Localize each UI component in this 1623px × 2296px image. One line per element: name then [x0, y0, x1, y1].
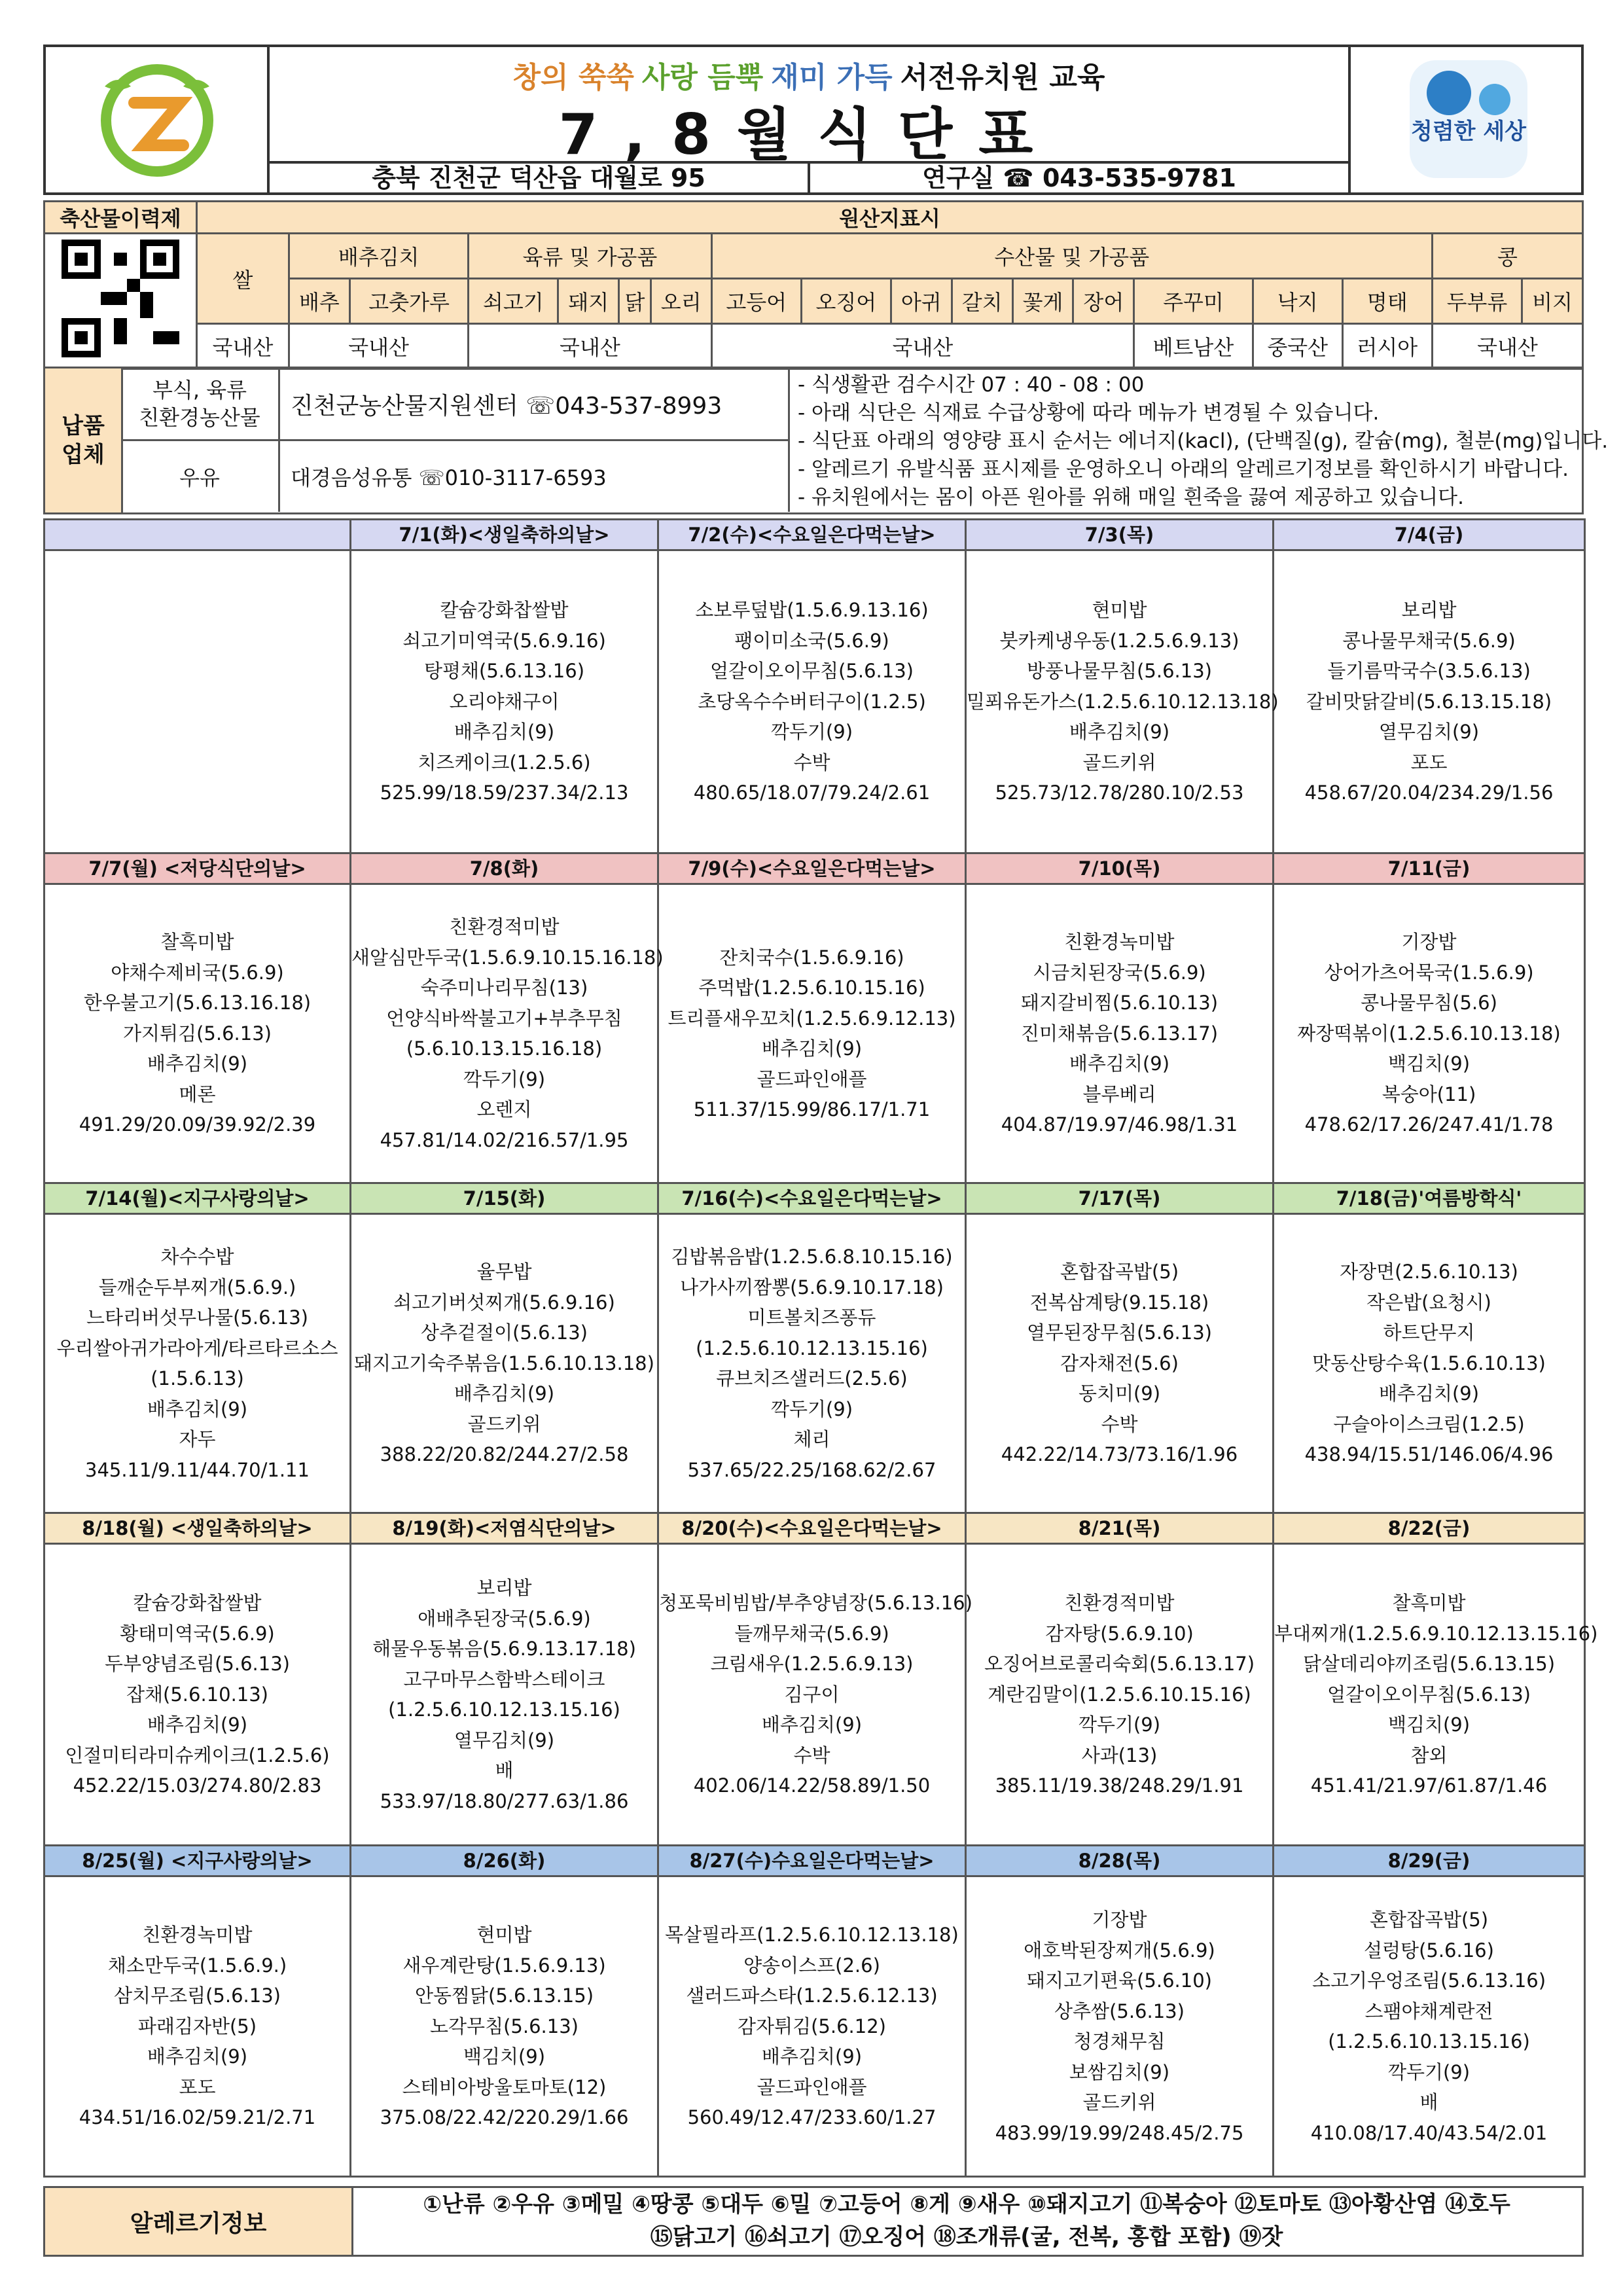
day-header: 7/15(화)	[351, 1183, 658, 1214]
nutrition-info: 402.06/14.22/58.89/1.50	[693, 1774, 931, 1797]
day-header: 8/22(금)	[1274, 1513, 1585, 1544]
day-header: 7/1(화)<생일축하의날>	[351, 520, 658, 550]
allergy-label: 알레르기정보	[45, 2188, 353, 2255]
menu-item: 청경채무침	[1073, 2030, 1166, 2053]
menu-item: 백김치(9)	[1387, 1052, 1471, 1075]
menu-item: 칼슘강화찹쌀밥	[133, 1592, 262, 1615]
nutrition-info: 410.08/17.40/43.54/2.01	[1310, 2121, 1548, 2144]
supplier-category: 부식, 육류 친환경농산물	[121, 368, 279, 440]
nutrition-info: 491.29/20.09/39.92/2.39	[79, 1113, 316, 1136]
day-menu	[658, 1876, 966, 2177]
header	[43, 45, 1584, 195]
menu-item: 계란김말이(1.2.5.6.10.15.16)	[988, 1683, 1251, 1706]
day-menu	[966, 884, 1274, 1183]
menu-item: 안동찜닭(5.6.13.15)	[414, 1984, 594, 2007]
origin-seafood-label: 수산물 및 가공품	[711, 234, 1432, 279]
phone: 연구실 ☎ 043-535-9781	[922, 164, 1236, 192]
nutrition-info: 442.22/14.73/73.16/1.96	[1001, 1443, 1238, 1466]
menu-item: 우리쌀아귀가라아게/타르타르소스	[56, 1336, 338, 1359]
menu-item: 잔치국수(1.5.6.9.16)	[719, 946, 904, 969]
menu-item: 김밥볶음밥(1.2.5.6.8.10.15.16)	[671, 1246, 953, 1268]
day-header	[45, 520, 351, 550]
menu-item: 트리플새우꼬치(1.2.5.6.9.12.13)	[668, 1007, 956, 1030]
origin-value: 국내산	[289, 324, 469, 369]
qr-code-icon	[62, 240, 179, 357]
menu-item: (1.2.5.6.10.13.15.16)	[1328, 2030, 1530, 2053]
day-header: 7/16(수)<수요일은다먹는날>	[658, 1183, 966, 1214]
origin-value: 국내산	[197, 324, 289, 369]
menu-item: 배추김치(9)	[454, 1382, 555, 1405]
menu-item: 스테비아방울토마토(12)	[402, 2075, 607, 2098]
nutrition-info: 533.97/18.80/277.63/1.86	[380, 1789, 629, 1812]
menu-item: 자장면(2.5.6.10.13)	[1340, 1261, 1518, 1283]
day-menu	[351, 1876, 658, 2177]
nutrition-info: 480.65/18.07/79.24/2.61	[693, 781, 931, 804]
origin-item: 고춧가루	[349, 279, 468, 324]
day-header: 8/27(수)수요일은다먹는날>	[658, 1846, 966, 1876]
day-header: 7/8(화)	[351, 853, 658, 884]
supplier-table	[121, 368, 790, 512]
day-header: 8/26(화)	[351, 1846, 658, 1876]
menu-item: (5.6.10.13.15.16.18)	[406, 1037, 603, 1060]
menu-item: 수박	[1101, 1412, 1138, 1435]
day-menu	[966, 1876, 1274, 2177]
origin-value: 중국산	[1253, 324, 1342, 369]
menu-item: 소보루덮밥(1.5.6.9.13.16)	[695, 599, 929, 622]
menu-item: 팽이미소국(5.6.9)	[734, 629, 889, 652]
menu-item: 깍두기(9)	[463, 1067, 546, 1090]
menu-item: 쇠고기미역국(5.6.9.16)	[402, 629, 606, 652]
menu-item: 골드키위	[1082, 751, 1156, 774]
menu-item: 작은밥(요청시)	[1366, 1291, 1491, 1314]
menu-item: 탕평채(5.6.13.16)	[423, 660, 585, 683]
menu-item: 크림새우(1.2.5.6.9.13)	[710, 1653, 914, 1676]
menu-item: 친환경녹미밥	[142, 1924, 253, 1946]
menu-item: 황태미역국(5.6.9)	[120, 1622, 275, 1645]
day-header: 8/28(목)	[966, 1846, 1274, 1876]
menu-item: 상추겉절이(5.6.13)	[421, 1321, 588, 1344]
menu-item: 하트단무지	[1383, 1321, 1475, 1344]
menu-item: 상추쌈(5.6.13)	[1054, 2000, 1185, 2022]
menu-item: 김구이	[784, 1683, 840, 1706]
menu-item: 찰흑미밥	[160, 931, 234, 954]
menu-item: (1.2.5.6.10.12.13.15.16)	[696, 1336, 928, 1359]
menu-item: 붓카케냉우동(1.2.5.6.9.13)	[999, 629, 1240, 652]
day-header: 8/18(월) <생일축하의날>	[45, 1513, 351, 1544]
day-menu	[966, 1214, 1274, 1513]
menu-item: 돼지고기숙주볶음(1.5.6.10.13.18)	[354, 1352, 654, 1374]
menu-item: 배	[495, 1759, 514, 1782]
menu-item: (1.2.5.6.10.12.13.15.16)	[388, 1698, 620, 1721]
menu-item: 애호박된장찌개(5.6.9)	[1024, 1939, 1215, 1962]
origin-item: 쇠고기	[469, 279, 558, 324]
menu-item: 오리야채구이	[449, 690, 560, 713]
day-header: 8/19(화)<저염식단의날>	[351, 1513, 658, 1544]
menu-item: 사과(13)	[1081, 1744, 1158, 1767]
menu-item: 구슬아이스크림(1.2.5)	[1333, 1412, 1525, 1435]
menu-item: 참외	[1410, 1744, 1448, 1767]
origin-item: 주꾸미	[1134, 279, 1253, 324]
allergy-line: ⑮닭고기 ⑯쇠고기 ⑰오징어 ⑱조개류(굴, 전복, 홍합 포함) ⑲잣	[650, 2224, 1283, 2250]
day-header: 7/14(월)<지구사랑의날>	[45, 1183, 351, 1214]
day-menu	[1274, 1214, 1585, 1513]
menu-item: 배추김치(9)	[1069, 721, 1170, 744]
day-menu	[658, 550, 966, 853]
day-header: 7/9(수)<수요일은다먹는날>	[658, 853, 966, 884]
menu-item: 차수수밥	[160, 1246, 234, 1268]
kindergarten-logo	[46, 47, 270, 192]
menu-item: 언양식바싹불고기+부추무침	[386, 1007, 622, 1030]
menu-item: 깍두기(9)	[1078, 1713, 1161, 1736]
nutrition-info: 525.99/18.59/237.34/2.13	[380, 781, 629, 804]
menu-item: 새우계란탕(1.5.6.9.13)	[402, 1954, 606, 1977]
nutrition-info: 385.11/19.38/248.29/1.91	[995, 1774, 1244, 1797]
menu-item: 보쌈김치(9)	[1069, 2060, 1170, 2083]
nutrition-info: 458.67/20.04/234.29/1.56	[1304, 781, 1554, 804]
day-menu	[1274, 550, 1585, 853]
allergy-section	[43, 2186, 1584, 2257]
day-menu	[351, 1544, 658, 1846]
note-line: - 식생활관 검수시간 07 : 40 - 08 : 00	[798, 373, 1145, 397]
day-menu	[45, 1544, 351, 1846]
menu-item: (1.5.6.13)	[151, 1367, 244, 1390]
menu-item: 배추김치(9)	[1069, 1052, 1170, 1075]
origin-table	[43, 200, 1584, 370]
menu-item: 돼지고기편육(5.6.10)	[1027, 1969, 1212, 1992]
menu-item: 친환경적미밥	[449, 916, 560, 938]
supplier-label-text: 납품 업체	[62, 413, 105, 468]
allergy-line: ①난류 ②우유 ③메밀 ④땅콩 ⑤대두 ⑥밀 ⑦고등어 ⑧게 ⑨새우 ⑩돼지고기 ⑪복숭아 ⑫토마토 ⑬아황산염 ⑭호두	[423, 2191, 1510, 2217]
menu-item: 골드키위	[467, 1412, 541, 1435]
menu-item: 백김치(9)	[1387, 1713, 1471, 1736]
menu-item: 방풍나물무침(5.6.13)	[1027, 660, 1212, 683]
day-header: 7/18(금)'여름방학식'	[1274, 1183, 1585, 1214]
origin-rice-label: 쌀	[197, 234, 289, 324]
menu-item: 돼지갈비찜(5.6.10.13)	[1020, 992, 1219, 1014]
menu-item: 동치미(9)	[1078, 1382, 1161, 1405]
menu-item: 야채수제비국(5.6.9)	[111, 961, 284, 984]
slogan-part: 사랑 듬뿍	[641, 61, 764, 94]
supplier-category: 우유	[121, 440, 279, 512]
menu-item: 백김치(9)	[463, 2045, 546, 2068]
day-menu	[45, 1876, 351, 2177]
menu-item: 닭살데리야끼조림(5.6.13.15)	[1302, 1653, 1556, 1676]
origin-meat-label: 육류 및 가공품	[469, 234, 711, 279]
menu-item: 보리밥	[476, 1577, 532, 1599]
allergy-info	[351, 2188, 1582, 2255]
menu-item: 현미밥	[1092, 599, 1147, 622]
origin-item: 배추	[289, 279, 350, 324]
menu-item: 배추김치(9)	[761, 1037, 863, 1060]
clean-world-logo-text: 청렴한 세상	[1410, 118, 1527, 145]
day-header: 7/11(금)	[1274, 853, 1585, 884]
menu-item: 친환경적미밥	[1064, 1592, 1175, 1615]
nutrition-info: 511.37/15.99/86.17/1.71	[693, 1098, 931, 1121]
menu-item: 샐러드파스타(1.2.5.6.12.13)	[686, 1984, 938, 2007]
nutrition-info: 537.65/22.25/168.62/2.67	[687, 1458, 936, 1481]
menu-item: 시금치된장국(5.6.9)	[1033, 961, 1206, 984]
day-header: 7/3(목)	[966, 520, 1274, 550]
day-header: 7/10(목)	[966, 853, 1274, 884]
menu-item: 청포묵비빔밥/부추양념장(5.6.13.16)	[659, 1592, 972, 1615]
leaf-logo-icon	[46, 47, 267, 192]
day-menu	[351, 1214, 658, 1513]
origin-value: 러시아	[1342, 324, 1432, 369]
day-menu	[1274, 1876, 1585, 2177]
menu-item: 블루베리	[1082, 1083, 1156, 1105]
slogan-part: 재미 가득	[771, 61, 893, 94]
slogan-part: 서전유치원 교육	[900, 61, 1105, 94]
nutrition-info: 345.11/9.11/44.70/1.11	[85, 1458, 310, 1481]
menu-item: 상어가츠어묵국(1.5.6.9)	[1324, 961, 1534, 984]
menu-item: 열무된장무침(5.6.13)	[1027, 1321, 1212, 1344]
origin-item: 돼지	[558, 279, 619, 324]
menu-item: 설렁탕(5.6.16)	[1364, 1939, 1494, 1962]
trace-label: 축산물이력제	[45, 202, 197, 234]
menu-item: 가지튀김(5.6.13)	[123, 1022, 272, 1045]
menu-item: 미트볼치즈퐁듀	[747, 1306, 876, 1329]
menu-item: 수박	[793, 1744, 830, 1767]
address: 충북 진천군 덕산읍 대월로 95	[270, 164, 810, 192]
supplier-vendor: 대경음성유통 ☏010-3117-6593	[279, 440, 789, 512]
origin-item: 아귀	[891, 279, 952, 324]
menu-item: 숙주미나리무침(13)	[420, 977, 588, 999]
menu-item: 해물우동볶음(5.6.9.13.17.18)	[372, 1638, 636, 1660]
menu-item: 배추김치(9)	[147, 1713, 248, 1736]
note-line: - 식단표 아래의 영양량 표시 순서는 에너지(kacl), (단백질(g), 칼슘(mg), 철분(mg)입니다.	[798, 429, 1609, 453]
menu-item: 노각무침(5.6.13)	[430, 2015, 579, 2037]
note-line: - 유치원에서는 몸이 아픈 원아를 위해 매일 흰죽을 끓여 제공하고 있습니다.	[798, 486, 1464, 509]
menu-item: 부대찌개(1.2.5.6.9.10.12.13.15.16)	[1274, 1622, 1598, 1645]
menu-item: 주먹밥(1.2.5.6.10.15.16)	[698, 977, 925, 999]
menu-item: 나가사끼짬뽕(5.6.9.10.17.18)	[680, 1276, 944, 1299]
nutrition-info: 404.87/19.97/46.98/1.31	[1001, 1113, 1238, 1136]
note-line: - 아래 식단은 식재료 수급상황에 따라 메뉴가 변경될 수 있습니다.	[798, 401, 1380, 425]
menu-table	[43, 518, 1598, 2178]
menu-item: 콩나물무채국(5.6.9)	[1342, 629, 1516, 652]
menu-item: 감자탕(5.6.9.10)	[1045, 1622, 1194, 1645]
menu-item: 배	[1419, 2091, 1438, 2113]
menu-item: 고구마무스함박스테이크	[403, 1668, 605, 1691]
menu-item: 배추김치(9)	[761, 2045, 863, 2068]
day-header: 7/17(목)	[966, 1183, 1274, 1214]
menu-item: 친환경녹미밥	[1064, 931, 1175, 954]
origin-item: 장어	[1073, 279, 1134, 324]
day-header: 8/21(목)	[966, 1513, 1274, 1544]
menu-item: 골드파인애플	[757, 1067, 867, 1090]
origin-value: 국내산	[1432, 324, 1582, 369]
origin-value: 국내산	[711, 324, 1134, 369]
slogan-part: 창의 쑥쑥	[512, 61, 634, 94]
page-title: 7,8월식단표	[558, 102, 1060, 168]
menu-item: 배추김치(9)	[147, 1052, 248, 1075]
origin-item: 갈치	[952, 279, 1012, 324]
origin-item: 명태	[1342, 279, 1432, 324]
menu-item: 칼슘강화찹쌀밥	[440, 599, 569, 622]
menu-item: 배추김치(9)	[761, 1713, 863, 1736]
menu-item: 들기름막국수(3.5.6.13)	[1327, 660, 1531, 683]
menu-item: 기장밥	[1401, 931, 1457, 954]
day-menu	[658, 1214, 966, 1513]
day-menu	[658, 884, 966, 1183]
nutrition-info: 525.73/12.78/280.10/2.53	[995, 781, 1244, 804]
menu-item: 열무김치(9)	[454, 1729, 555, 1751]
menu-item: 소고기우엉조림(5.6.13.16)	[1311, 1969, 1546, 1992]
menu-item: 콩나물무침(5.6)	[1361, 992, 1497, 1014]
menu-item: 얼갈이오이무침(5.6.13)	[1327, 1683, 1531, 1706]
nutrition-info: 483.99/19.99/248.45/2.75	[995, 2121, 1244, 2144]
menu-item: 전복삼계탕(9.15.18)	[1029, 1291, 1209, 1314]
nutrition-info: 478.62/17.26/247.41/1.78	[1304, 1113, 1554, 1136]
note-line: - 알레르기 유발식품 표시제를 운영하오니 아래의 알레르기정보를 확인하시기 바랍니다.	[798, 457, 1569, 481]
day-header: 7/4(금)	[1274, 520, 1585, 550]
day-header: 8/29(금)	[1274, 1846, 1585, 1876]
menu-item: 짜장떡볶이(1.2.5.6.10.13.18)	[1297, 1022, 1561, 1045]
menu-item: 큐브치즈샐러드(2.5.6)	[716, 1367, 908, 1390]
menu-item: 자두	[179, 1428, 216, 1450]
origin-value: 베트남산	[1134, 324, 1253, 369]
menu-item: 깍두기(9)	[770, 1397, 853, 1420]
menu-item: 골드키위	[1082, 2091, 1156, 2113]
menu-item: 기장밥	[1092, 1909, 1147, 1931]
qr-code	[45, 234, 197, 369]
menu-item: 목살필라프(1.2.5.6.10.12.13.18)	[665, 1924, 959, 1946]
menu-item: 얼갈이오이무침(5.6.13)	[710, 660, 914, 683]
menu-item: 인절미티라미슈케이크(1.2.5.6)	[65, 1744, 330, 1767]
menu-item: 배추김치(9)	[454, 721, 555, 744]
menu-item: 양송이스프(2.6)	[743, 1954, 880, 1977]
supplier-vendor: 진천군농산물지원센터 ☏043-537-8993	[279, 368, 789, 440]
menu-item: 초당옥수수버터구이(1.2.5)	[698, 690, 926, 713]
menu-item: 율무밥	[476, 1261, 532, 1283]
integrity-logo	[1348, 47, 1581, 192]
menu-item: 치즈케이크(1.2.5.6)	[418, 751, 591, 774]
menu-item: 깍두기(9)	[1387, 2060, 1471, 2083]
menu-item: 열무김치(9)	[1378, 721, 1480, 744]
nutrition-info: 452.22/15.03/274.80/2.83	[73, 1774, 322, 1797]
menu-item: 포도	[1410, 751, 1448, 774]
origin-label: 원산지표시	[197, 202, 1583, 234]
origin-kimchi-label: 배추김치	[289, 234, 469, 279]
menu-item: 수박	[793, 751, 830, 774]
day-menu	[966, 550, 1279, 853]
menu-item: 진미채볶음(5.6.13.17)	[1020, 1022, 1219, 1045]
menu-item: 포도	[179, 2075, 216, 2098]
menu-item: 감자채전(5.6)	[1060, 1352, 1179, 1374]
menu-item: 현미밥	[476, 1924, 532, 1946]
menu-item: 찰흑미밥	[1392, 1592, 1466, 1615]
menu-item: 들깨무채국(5.6.9)	[734, 1622, 889, 1645]
menu-item: 배추김치(9)	[147, 1397, 248, 1420]
nutrition-info: 388.22/20.82/244.27/2.58	[380, 1443, 629, 1466]
day-menu	[966, 1544, 1274, 1846]
menu-item: 메론	[179, 1083, 216, 1105]
origin-value: 국내산	[469, 324, 711, 369]
nutrition-info: 457.81/14.02/216.57/1.95	[380, 1128, 629, 1151]
origin-item: 고등어	[711, 279, 801, 324]
menu-item: 스팸야채계란전	[1364, 2000, 1493, 2022]
menu-item: 두부양념조림(5.6.13)	[105, 1653, 290, 1676]
menu-item: 보리밥	[1401, 599, 1457, 622]
nutrition-info: 434.51/16.02/59.21/2.71	[79, 2106, 316, 2129]
menu-item: 감자튀김(5.6.12)	[738, 2015, 886, 2037]
day-menu	[45, 884, 351, 1183]
menu-item: 삼치무조림(5.6.13)	[114, 1984, 281, 2007]
nutrition-info: 560.49/12.47/233.60/1.27	[687, 2106, 936, 2129]
nutrition-info: 438.94/15.51/146.06/4.96	[1304, 1443, 1554, 1466]
origin-bean-label: 콩	[1432, 234, 1582, 279]
menu-item: 배추김치(9)	[1378, 1382, 1480, 1405]
nutrition-info: 375.08/22.42/220.29/1.66	[380, 2106, 629, 2129]
menu-item: 채소만두국(1.5.6.9.)	[107, 1954, 287, 1977]
origin-item: 오리	[651, 279, 711, 324]
origin-item: 낙지	[1253, 279, 1342, 324]
day-menu	[45, 550, 351, 853]
menu-item: 한우불고기(5.6.13.16.18)	[83, 992, 312, 1014]
origin-item: 두부류	[1432, 279, 1522, 324]
day-menu	[1274, 1544, 1598, 1846]
origin-item: 꽃게	[1012, 279, 1073, 324]
menu-item: 잡채(5.6.10.13)	[126, 1683, 268, 1706]
day-menu	[45, 1214, 351, 1513]
day-menu	[351, 884, 664, 1183]
day-header: 7/7(월) <저당식단의날>	[45, 853, 351, 884]
menu-item: 애배추된장국(5.6.9)	[418, 1607, 591, 1630]
menu-item: 오렌지	[476, 1098, 532, 1121]
menu-item: 배추김치(9)	[147, 2045, 248, 2068]
menu-item: 오징어브로콜리숙회(5.6.13.17)	[984, 1653, 1255, 1676]
menu-item: 체리	[793, 1428, 830, 1450]
menu-item: 느타리버섯무나물(5.6.13)	[86, 1306, 308, 1329]
menu-item: 혼합잡곡밥(5)	[1369, 1909, 1489, 1931]
day-menu	[1274, 884, 1585, 1183]
menu-item: 쇠고기버섯찌개(5.6.9.16)	[393, 1291, 615, 1314]
menu-item: 맛동산탕수육(1.5.6.10.13)	[1312, 1352, 1546, 1374]
origin-item: 오징어	[801, 279, 891, 324]
menu-item: 갈비맛닭갈비(5.6.13.15.18)	[1306, 690, 1552, 713]
day-header: 7/2(수)<수요일은다먹는날>	[658, 520, 966, 550]
menu-item: 파래김자반(5)	[137, 2015, 257, 2037]
supplier-section	[43, 367, 1609, 514]
origin-item: 닭	[619, 279, 651, 324]
day-header: 8/20(수)<수요일은다먹는날>	[658, 1513, 966, 1544]
day-header: 8/25(월) <지구사랑의날>	[45, 1846, 351, 1876]
menu-item: 혼합잡곡밥(5)	[1060, 1261, 1179, 1283]
menu-item: 밀푀유돈가스(1.2.5.6.10.12.13.18)	[967, 690, 1279, 713]
clean-world-logo-icon	[1351, 47, 1581, 192]
day-menu	[658, 1544, 972, 1846]
nutrition-info: 451.41/21.97/61.87/1.46	[1310, 1774, 1548, 1797]
supplier-label	[45, 368, 123, 512]
origin-item: 비지	[1522, 279, 1583, 324]
menu-item: 골드파인애플	[757, 2075, 867, 2098]
menu-item: 새알심만두국(1.5.6.9.10.15.16.18)	[351, 946, 664, 969]
day-menu	[351, 550, 658, 853]
notes	[791, 368, 1609, 512]
menu-item: 복숭아(11)	[1382, 1083, 1476, 1105]
menu-item: 깍두기(9)	[770, 721, 853, 744]
menu-item: 들깨순두부찌개(5.6.9.)	[98, 1276, 296, 1299]
